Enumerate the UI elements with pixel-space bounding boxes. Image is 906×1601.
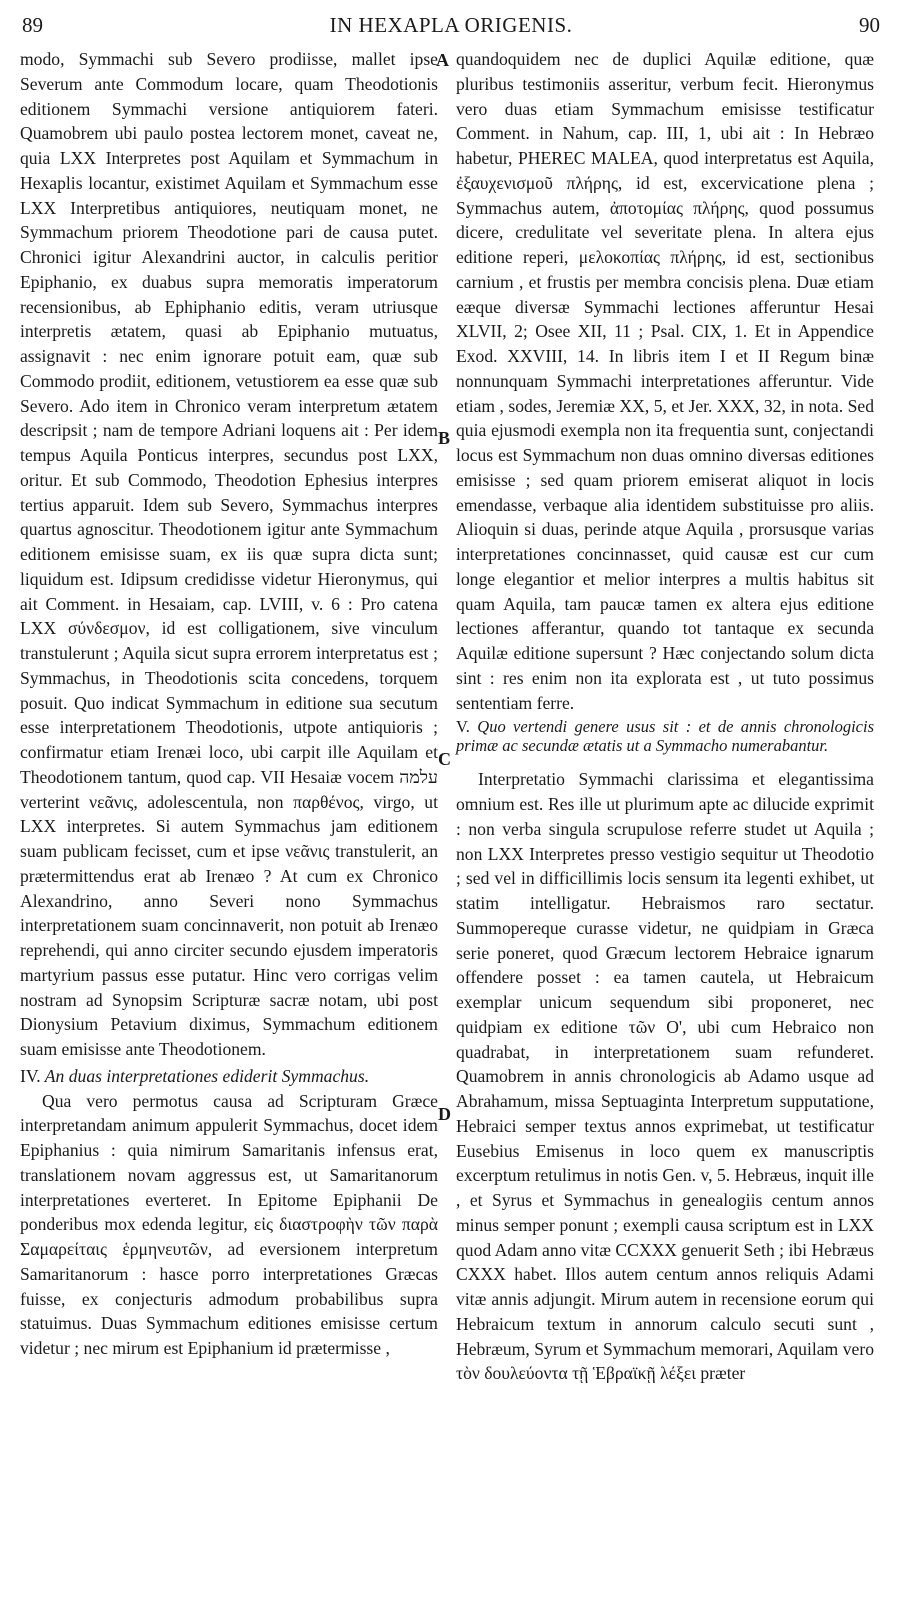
right-paragraph-2: Interpretatio Symmachi clarissima et elegantissima omnium est. Res ille ut plurimum apte ac dilucide exprimit : non verba singula scrupulose referre studet ut Aquila ; non LXX Interpretes presso vestigio sequitur ut Theodotio ; sed vel in difficillimis locis sensum ita legenti exhibet, ut statim intelligatur. Hebraismos raro sectatur. Summopereque curasse videtur, ne quidpiam in Græca serie poneret, quod Græcum lectorem Hebraice ignarum offendere posset : ea tamen cautela, ut Hebraicum exemplar unicum sequendum sibi proponeret, nec quidpiam ex editione τῶν Ο', ubi cum Hebraico non quadrabat, in interpretationem suam refunderet. Quamobrem in annis chronologicis ab Adamo usque ad Abrahamum, missa Septuaginta Interpretum supputatione, Hebraici semper textus annos exprimebat, ut testificatur Eusebius Emisenus in loco quem ex manuscriptis excerptum retulimus in notis Gen. v, 5. Hebræus, inquit ille , et Syrus et Symmachus in genealogiis centum annos minus semper ponunt ; exempli causa scriptum est in LXX quod Adam anno vitæ CCXXX genuerit Seth ; ibi Hebræus CXXX habet. Illos autem centum annos reliquis Adami vitæ annis adjungit. Mirum autem in recensione eorum qui Hebraicum textum in annorum calculo secuti sunt , Hebræum, Syrum et Symmachum memorari, Aquilam vero τὸν δουλεύοντα τῇ Ἑβραϊκῇ λέξει præter	[456, 769, 874, 1384]
section-5-title: Quo vertendi genere usus sit : et de annis chronologicis primæ ac secundæ ætatis ut a Symmacho numerabantur.	[456, 717, 874, 756]
running-title: IN HEXAPLA ORIGENIS.	[329, 12, 573, 37]
right-column	[456, 47, 874, 1386]
margin-marker-b: B	[438, 428, 451, 448]
page-number-right: 90	[859, 12, 880, 37]
section-4-heading	[20, 1064, 438, 1089]
margin-marker-c: C	[438, 749, 451, 769]
left-paragraph-2: Qua vero permotus causa ad Scripturam Græce interpretandam animum appulerit Symmachus, docet idem Epiphanius : quia nimirum Samaritanis infensus erat, translationem novam aggressus est, ut Samaritanorum interpretationes everteret. In Epitome Epiphanii De ponderibus mox edenda legitur, εἰς διαστροφὴν τῶν παρὰ Σαμαρείταις ἑρμηνευτῶν, ad eversionem interpretum Samaritanorum : hasce porro interpretationes Græcas fuisse, ex conjecturis admodum probabilibus supra statuimus. Duas Symmachum editiones emisisse certum videtur ; nec mirum est Epiphanium id prætermisse ,	[20, 1090, 438, 1358]
section-4-number: IV.	[20, 1065, 41, 1086]
margin-marker-d: D	[438, 1104, 451, 1124]
left-column	[20, 47, 438, 1361]
running-header	[22, 8, 880, 42]
right-paragraph-1: quandoquidem nec de duplici Aquilæ editione, quæ pluribus testimoniis asseritur, verbum fecit. Hieronymus vero duas etiam Symmachum emisisse testificatur Comment. in Nahum, cap. III, 1, ubi ait : In Hebræo habetur, PHEREC MALEA, quod interpretatus est Aquila, ἐξαυχενισμοῦ πλήρης, id est, excervicatione plena ; Symmachus autem, ἀποτομίας πλήρης, quod possumus dicere, credulitate vel severitate plena. In altera ejus editione reperi, μελοκοπίας πλήρης, id est, sectionibus carnium , et frustis per membra concisis plena. Duæ etiam eæque diversæ Symmachi lectiones afferuntur Hesai XLVII, 2; Osee XII, 11 ; Psal. CIX, 1. Et in Appendice Exod. XXVIII, 14. In libris item I et II Regum binæ nonnunquam Symmachi interpretationes afferuntur. Vide etiam , sodes, Jeremiæ XX, 5, et Jer. XXX, 32, in nota. Sed quia ejusmodi exempla non ita frequentia sunt, conjectandi locus est Symmachum non duas omnino diversas editiones emisisse ; sed quam priorem emiserat aliquot in locis emendasse, verbaque alia identidem substituisse pro aliis. Alioquin si duas, perinde atque Aquila , prorsusque varias interpretationes concinnasset, quid causæ est cur cum longe elegantior et melior interpres a multis habitus sit quam Aquila, tam paucæ tamen ex altera ejus editione lectiones afferantur, quando tot tantaque ex secunda Aquilæ editione supersunt ? Hæc conjectando solum dicta sint : res enim non ita explorata est , ut tuto possimus sententiam ferre.	[456, 49, 874, 713]
section-5-number: V.	[456, 717, 470, 737]
page-number-left: 89	[22, 12, 43, 37]
left-paragraph-1: modo, Symmachi sub Severo prodiisse, mallet ipse Severum ante Commodum locare, quam Theodotionis editionem Symmachi versione antiquiorem fateri. Quamobrem ubi paulo postea lectorem monet, caveat ne, quia LXX Interpretes post Aquilam et Symmachum in Hexaplis locantur, existimet Aquilam et Symmachum esse LXX Interpretibus antiquiores, neutiquam monet, ne Symmachum priorem Theodotione pari de causa putet. Chronici igitur Alexandrini auctor, in calculis peritior Epiphanio, ex duabus supra memoratis imperatorum recensionibus, ab Ephiphanio editis, veram utriusque interpretis ætatem, quasi ab Epiphanio mutuatus, assignavit : nec enim ignorare potuit eam, quæ sub Commodo prodiit, editionem, vetustiorem ea esse quæ sub Severo. Ado item in Chronico veram interpretum ætatem descripsit ; nam de tempore Adriani loquens ait : Per idem tempus Aquila Ponticus interpres, secundus post LXX, oritur. Et sub Commodo, Theodotion Ephesius interpres tertius apparuit. Idem sub Severo, Symmachus interpres quartus agnoscitur. Theodotionem igitur ante Symmachum editionem emisisse suam, ex iis quæ supra dicta sunt; liquidum est. Idipsum credidisse videtur Hieronymus, qui ait Comment. in Hesaiam, cap. LVIII, v. 6 : Pro catena LXX σύνδεσμον, id est colligationem, sive vinculum transtulerunt ; Aquila sicut supra errorem interpretatus est ; Symmachus, in Theodotionis scita concedens, torquem posuit. Quo indicat Symmachum in editione sua secutum esse interpretationem Theodotionis, utpote antiquioris ; confirmatur etiam Irenæi loco, ubi carpit ille Aquilam et Theodotionem tantum, quod cap. VII Hesaiæ vocem עלמה verterint νεᾶνις, adolescentula, non παρθένος, virgo, ut LXX interpretes. Si autem Symmachus jam editionem suam publicam fecisset, cum et ipse νεᾶνις transtulerit, an prætermittendus erat ab Irenæo ? At cum ex Chronico Alexandrino, anno Severi nono Symmachus interpretationem suam concinnaverit, non potuit ab Irenæo reprehendi, qui anno circiter secundo ejusdem imperatoris martyrium passus esse putatur. Hinc vero corrigas velim nostram ad Synopsim Scripturæ sacræ notam, ubi post Dionysium Petavium diximus, Symmachum editionem suam emisisse ante Theodotionem.	[20, 49, 438, 1059]
section-4-title: An duas interpretationes ediderit Symmachus.	[44, 1065, 370, 1086]
margin-marker-a: A	[436, 50, 449, 70]
section-5-heading	[456, 717, 874, 755]
